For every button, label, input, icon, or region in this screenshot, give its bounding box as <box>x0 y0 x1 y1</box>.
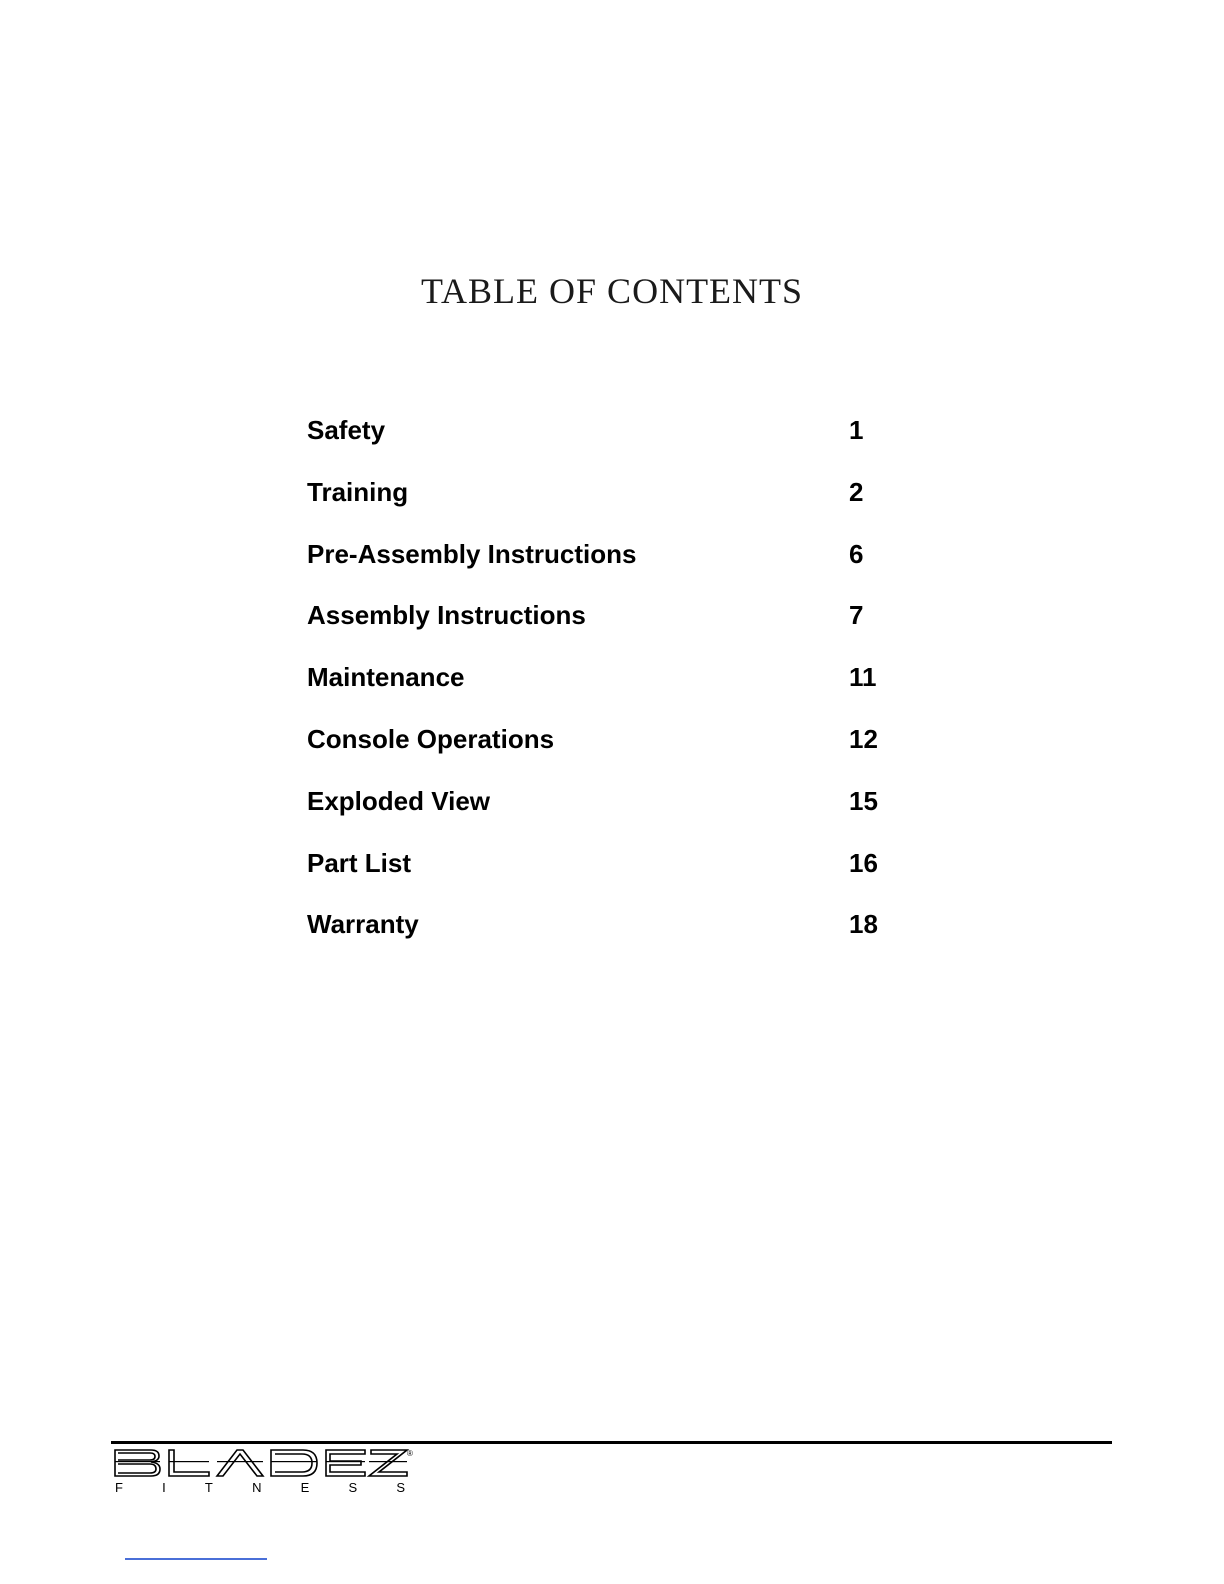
toc-entry-warranty <box>307 904 927 966</box>
toc-entry-label: Assembly Instructions <box>307 600 586 631</box>
toc-entry-label: Part List <box>307 847 412 878</box>
toc-entry-page: 16 <box>849 847 878 878</box>
toc-entry-safety <box>307 410 927 472</box>
footer-divider <box>111 1441 1112 1444</box>
toc-entry-page: 7 <box>849 600 864 631</box>
logo-main-text: BLADEZ <box>113 1447 117 1448</box>
toc-entry-label: Warranty <box>307 909 419 940</box>
toc-entry-part-list <box>307 843 927 905</box>
toc-entry-page: 15 <box>849 785 878 816</box>
toc-entry-page: 18 <box>849 909 878 940</box>
table-of-contents <box>307 410 927 966</box>
toc-entry-page: 2 <box>849 476 864 507</box>
toc-entry-label: Pre-Assembly Instructions <box>307 538 637 569</box>
toc-entry-label: Training <box>307 476 409 507</box>
registered-mark: ® <box>407 1449 413 1458</box>
toc-entry-training <box>307 472 927 534</box>
toc-entry-page: 12 <box>849 723 878 754</box>
toc-entry-pre-assembly <box>307 534 927 596</box>
toc-entry-console-operations <box>307 719 927 781</box>
toc-entry-label: Exploded View <box>307 785 491 816</box>
logo-subtitle: FITNESS <box>115 1480 405 1495</box>
bladez-fitness-logo <box>113 1447 413 1495</box>
toc-entry-label: Console Operations <box>307 723 555 754</box>
toc-entry-exploded-view <box>307 781 927 843</box>
toc-entry-label: Safety <box>307 415 386 445</box>
bottom-link-underline <box>125 1558 267 1560</box>
toc-entry-page: 1 <box>849 415 864 445</box>
toc-entry-label: Maintenance <box>307 662 465 693</box>
toc-entry-page: 11 <box>849 662 877 693</box>
toc-entry-page: 6 <box>849 538 864 569</box>
page-title: TABLE OF CONTENTS <box>420 271 804 311</box>
toc-entry-assembly <box>307 595 927 657</box>
toc-entry-maintenance <box>307 657 927 719</box>
